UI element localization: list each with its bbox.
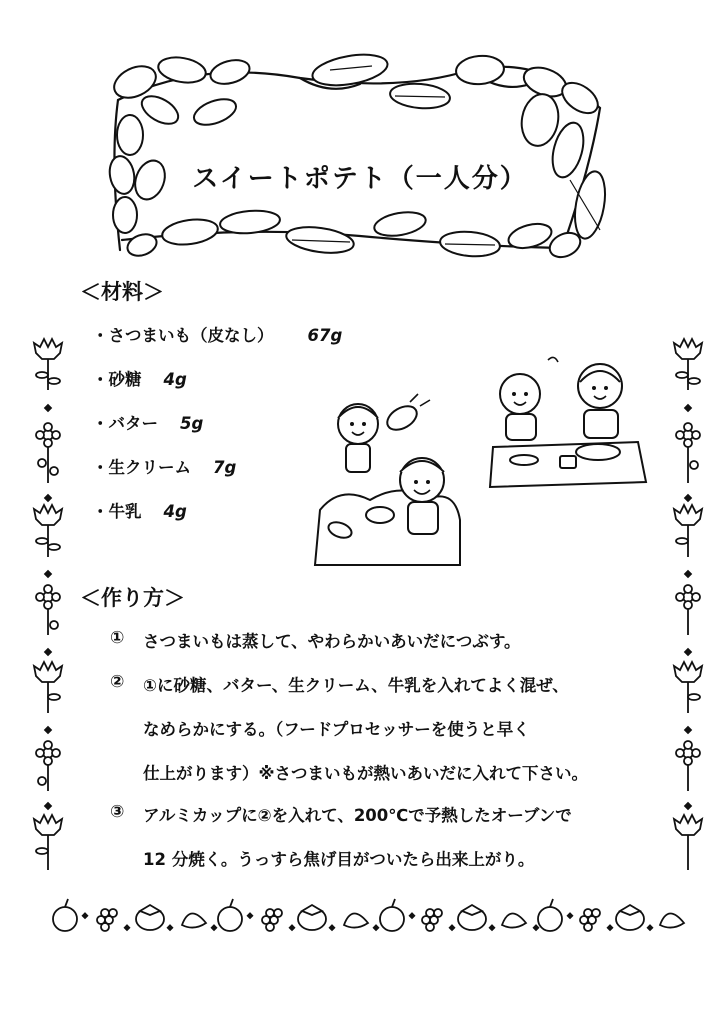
ingredient-item: ・生クリーム 7g [92,458,237,477]
step-text: アルミカップに②を入れて、200℃で予熱したオーブンで [143,806,572,825]
ingredients-heading: ＜材料＞ [80,280,164,304]
ingredient-item: ・さつまいも（皮なし） 67g [92,326,343,345]
step-number: ② [110,672,125,692]
ingredient-item: ・バター 5g [92,414,204,433]
step-text: 12 分焼く。うっすら焦げ目がついたら出来上がり。 [143,850,535,869]
left-flower-border [24,335,72,880]
kids-harvesting-illustration [310,390,465,570]
method-heading: ＜作り方＞ [80,586,185,610]
step-text: さつまいもは蒸して、やわらかいあいだにつぶす。 [143,632,521,651]
step-text: 仕上がります）※さつまいもが熱いあいだに入れて下さい。 [143,764,589,783]
sweet-potato-vine-frame [0,0,724,280]
ingredient-item: ・砂糖 4g [92,370,187,389]
right-flower-border [664,335,712,880]
ingredient-item: ・牛乳 4g [92,502,187,521]
step-text: ①に砂糖、バター、生クリーム、牛乳を入れてよく混ぜ、 [143,676,569,695]
page-title: スイートポテト（一人分） [192,164,528,194]
bottom-fruit-border [50,895,690,940]
step-number: ① [110,628,125,648]
step-text: なめらかにする。（フードプロセッサーを使うと早く [143,720,530,739]
step-number: ③ [110,802,125,822]
kids-picnic-illustration [488,352,648,492]
